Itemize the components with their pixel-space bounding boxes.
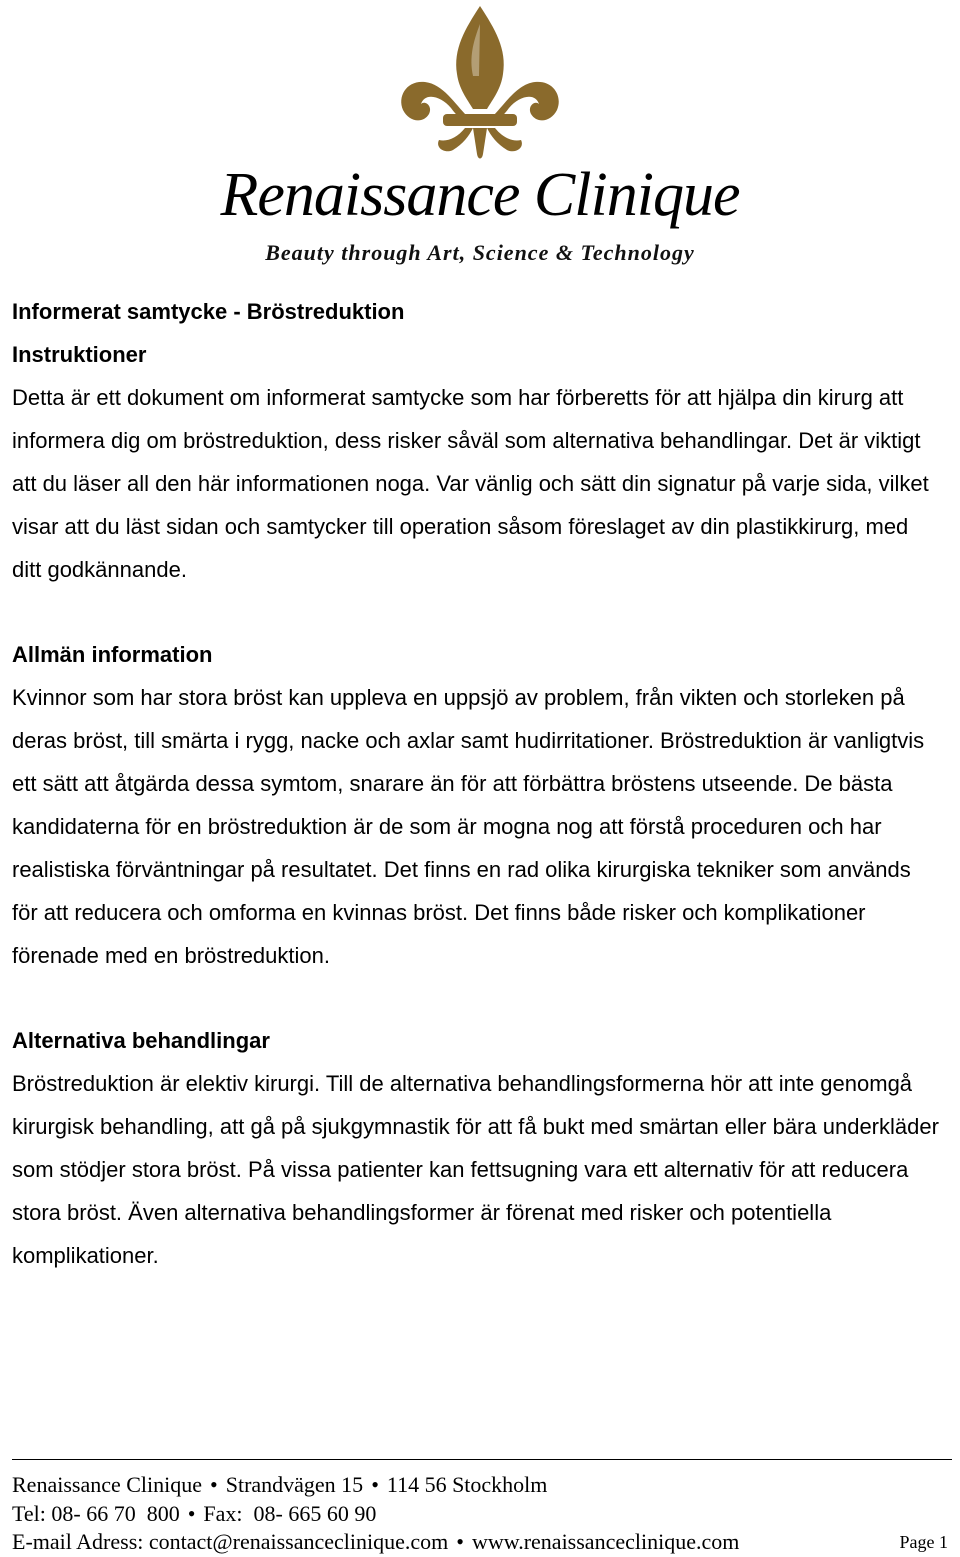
footer-city: 114 56 Stockholm [386, 1472, 548, 1497]
footer-tel: Tel: 08- 66 70 800 [12, 1500, 180, 1526]
footer-separator: • [187, 1500, 196, 1526]
clinic-logo [0, 0, 960, 280]
brand-name: Renaissance Clinique [220, 161, 740, 229]
footer-separator: • [210, 1472, 218, 1497]
page-number: Page 1 [899, 1532, 948, 1552]
footer-separator: • [371, 1472, 379, 1497]
section-heading-alternatives: Alternativa behandlingar [12, 1028, 270, 1053]
page-footer [12, 1471, 952, 1557]
section-spacer [12, 977, 942, 1019]
fleur-de-lis-icon [395, 4, 565, 164]
footer-divider [12, 1459, 952, 1460]
footer-contact-line [12, 1528, 952, 1557]
footer-address-line [12, 1471, 952, 1500]
section-heading-general-info: Allmän information [12, 642, 213, 667]
footer-street: Strandvägen 15 [225, 1472, 364, 1497]
footer-phone-line [12, 1500, 952, 1529]
section-text-general-info: Kvinnor som har stora bröst kan uppleva en uppsjö av problem, från vikten och storleken på deras bröst, till smärta i rygg, nacke och axlar samt hudirritationer. Bröstreduktion är vanligtvis ett sätt att åtgärda dessa symtom, snarare än för att förbättra bröstens utseende. De bästa kandidaterna för en bröstreduktion är de som är mogna nog att förstå proceduren och har realistiska förväntningar på resultatet. Det finns en rad olika kirurgiska tekniker som används för att reducera och omforma en kvinnas bröst. Det finns både risker och komplikationer förenade med en bröstreduktion. [12, 685, 925, 968]
footer-fax: Fax: 08- 665 60 90 [203, 1500, 377, 1526]
footer-website[interactable]: www.renaissanceclinique.com [471, 1529, 740, 1554]
footer-clinic-name: Renaissance Clinique [12, 1472, 203, 1497]
section-text-alternatives: Bröstreduktion är elektiv kirurgi. Till de alternativa behandlingsformerna hör att inte genomgå kirurgisk behandling, att gå på sjukgymnastik för att få bukt med smärtan eller bära underkläder som stödjer stora bröst. På vissa patienter kan fettsugning vara ett alternativ för att reducera stora bröst. Även alternativa behandlingsformer är förenat med risker och potentiella komplikationer. [12, 1071, 939, 1268]
document-title: Informerat samtycke - Bröstreduktion [12, 299, 405, 324]
section-spacer [12, 591, 942, 633]
footer-email[interactable]: E-mail Adress: contact@renaissanceclinique.com [12, 1529, 449, 1554]
footer-separator: • [456, 1529, 464, 1554]
document-body [12, 290, 942, 1277]
section-heading-instructions: Instruktioner [12, 342, 147, 367]
brand-tagline: Beauty through Art, Science & Technology [265, 240, 695, 265]
section-text-instructions: Detta är ett dokument om informerat samtycke som har förberetts för att hjälpa din kirurg att informera dig om bröstreduktion, dess risker såväl som alternativa behandlingar. Det är viktigt att du läser all den här informationen noga. Var vänlig och sätt din signatur på varje sida, vilket visar att du läst sidan och samtycker till operation såsom föreslaget av din plastikkirurg, med ditt godkännande. [12, 385, 929, 582]
